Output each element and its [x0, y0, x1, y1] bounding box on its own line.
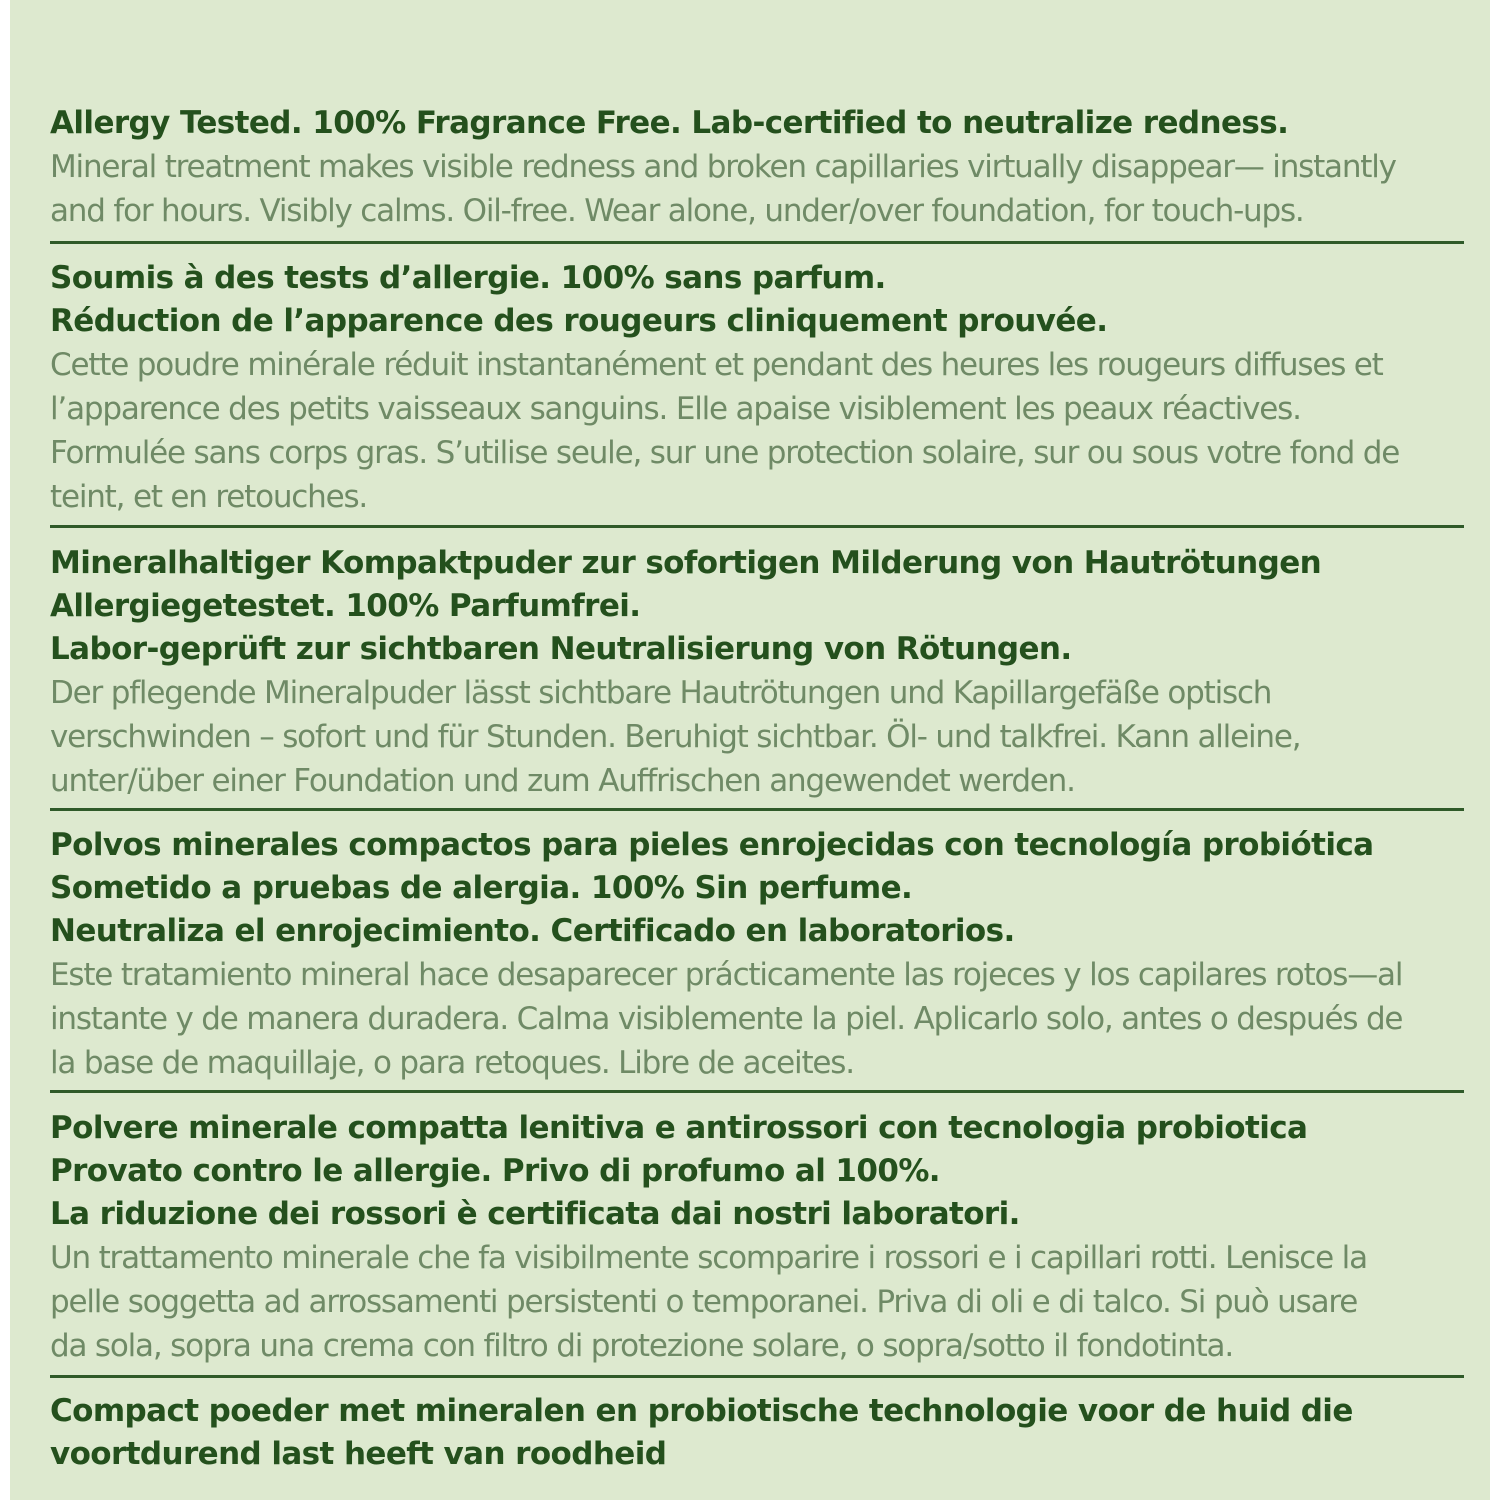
heading-line: Compact poeder met mineralen en probiotische technologie voor de huid die: [50, 1393, 1353, 1429]
section-french: [50, 257, 1464, 519]
heading-line: Allergiegetestet. 100% Parfumfrei.: [50, 588, 641, 624]
body-line: verschwinden – sofort und für Stunden. Beruhigt sichtbar. Öl- und talkfrei. Kann alleine,: [50, 719, 1301, 755]
body-line: Un trattamento minerale che fa visibilmente scomparire i rossori e i capillari rotti. Lenisce la: [50, 1240, 1367, 1276]
body-line: and for hours. Visibly calms. Oil-free. Wear alone, under/over foundation, for touch-ups.: [50, 193, 1304, 229]
heading-line: Allergy Tested. 100% Fragrance Free. Lab-certified to neutralize redness.: [50, 105, 1289, 141]
heading-line: La riduzione dei rossori è certificata dai nostri laboratori.: [50, 1196, 1020, 1232]
body-line: la base de maquillaje, o para retoques. Libre de aceites.: [50, 1045, 854, 1081]
divider-rule: [50, 525, 1464, 528]
body-line: pelle soggetta ad arrossamenti persistenti o temporanei. Priva di oli e di talco. Si può usare: [50, 1284, 1358, 1320]
heading-line: Provato contro le allergie. Privo di profumo al 100%.: [50, 1153, 940, 1189]
heading-line: Polvos minerales compactos para pieles enrojecidas con tecnología probiótica: [50, 827, 1374, 863]
section-dutch: [50, 1390, 1464, 1476]
body-line: unter/über einer Foundation und zum Auffrischen angewendet werden.: [50, 763, 1075, 799]
section-german: [50, 542, 1464, 803]
divider-rule: [50, 1375, 1464, 1378]
body-line: teint, et en retouches.: [50, 479, 368, 515]
body-line: Cette poudre minérale réduit instantanément et pendant des heures les rougeurs diffuses et: [50, 347, 1383, 383]
body-line: Este tratamiento mineral hace desaparecer prácticamente las rojeces y los capilares rotos—al: [50, 957, 1403, 993]
section-english: [50, 102, 1464, 233]
body-line: l’apparence des petits vaisseaux sanguins. Elle apaise visiblement les peaux réactives.: [50, 391, 1301, 427]
divider-rule: [50, 808, 1464, 811]
section-spanish: [50, 824, 1464, 1085]
body-line: da sola, sopra una crema con filtro di protezione solare, o sopra/sotto il fondotinta.: [50, 1328, 1234, 1364]
heading-line: Sometido a pruebas de alergia. 100% Sin perfume.: [50, 870, 913, 906]
heading-line: Soumis à des tests d’allergie. 100% sans parfum.: [50, 260, 886, 296]
body-line: Formulée sans corps gras. S’utilise seule, sur une protection solaire, sur ou sous votre fond de: [50, 435, 1400, 471]
heading-line: Polvere minerale compatta lenitiva e antirossori con tecnologia probiotica: [50, 1110, 1308, 1146]
heading-line: voortdurend last heeft van roodheid: [50, 1436, 667, 1472]
packaging-label-panel: [10, 0, 1490, 1500]
divider-rule: [50, 1090, 1464, 1093]
heading-line: Mineralhaltiger Kompaktpuder zur sofortigen Milderung von Hautrötungen: [50, 545, 1322, 581]
divider-rule: [50, 241, 1464, 244]
body-line: instante y de manera duradera. Calma visiblemente la piel. Aplicarlo solo, antes o después de: [50, 1001, 1403, 1037]
heading-line: Réduction de l’apparence des rougeurs cliniquement prouvée.: [50, 303, 1108, 339]
section-italian: [50, 1107, 1464, 1368]
heading-line: Neutraliza el enrojecimiento. Certificado en laboratorios.: [50, 913, 1015, 949]
body-line: Der pflegende Mineralpuder lässt sichtbare Hautrötungen und Kapillargefäße optisch: [50, 675, 1272, 711]
heading-line: Labor-geprüft zur sichtbaren Neutralisierung von Rötungen.: [50, 631, 1072, 667]
body-line: Mineral treatment makes visible redness and broken capillaries virtually disappear— instantly: [50, 149, 1396, 185]
